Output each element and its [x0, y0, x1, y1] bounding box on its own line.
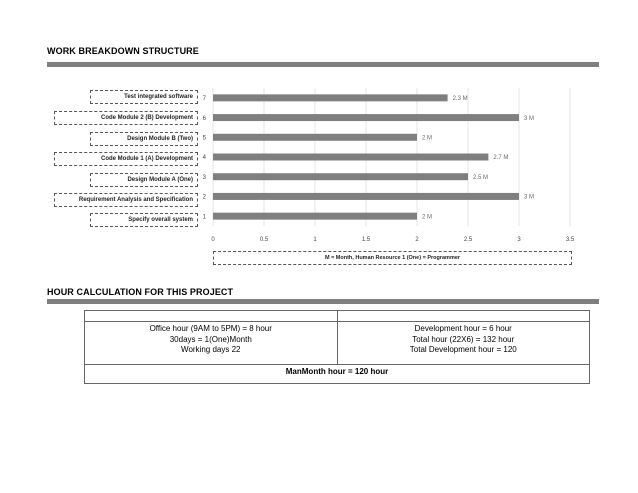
- x-tick-label: 0.5: [259, 237, 269, 243]
- data-label: 3 M: [524, 194, 535, 201]
- x-tick-label: 3.5: [565, 237, 575, 243]
- task-label-4: Code Module 1 (A) Development: [54, 152, 198, 166]
- x-tick-label: 1.5: [361, 237, 371, 243]
- data-label: 2 M: [422, 214, 433, 221]
- working-days-text: Working days 22: [181, 345, 241, 354]
- chart-note: M = Month, Human Resource 1 (One) = Programmer: [213, 251, 572, 265]
- table-header-row: [85, 311, 590, 322]
- x-tick-label: 1: [313, 237, 317, 243]
- x-tick-label: 2: [415, 237, 419, 243]
- x-tick-label: 0: [211, 237, 215, 243]
- section-divider: [47, 299, 599, 304]
- bar: [213, 154, 488, 161]
- bar: [213, 94, 448, 101]
- data-label: 3 M: [524, 115, 535, 122]
- y-tick-label: 7: [202, 96, 206, 103]
- hour-calculation-title: HOUR CALCULATION FOR THIS PROJECT: [47, 287, 234, 297]
- wbs-title: WORK BREAKDOWN STRUCTURE: [47, 46, 199, 56]
- total-hour-text: Total hour (22X6) = 132 hour: [412, 334, 515, 344]
- x-tick-label: 2.5: [463, 237, 473, 243]
- bar: [213, 193, 519, 200]
- data-label: 2 M: [422, 135, 433, 142]
- y-tick-label: 6: [202, 115, 206, 122]
- section-divider: [47, 62, 599, 67]
- bar: [213, 213, 417, 220]
- development-hour-text: Development hour = 6 hour: [414, 324, 512, 333]
- bar: [213, 114, 519, 121]
- table-cell: [85, 311, 338, 322]
- x-tick-label: 3: [517, 237, 521, 243]
- task-label-5: Design Module B (Two): [90, 132, 198, 146]
- data-label: 2.7 M: [493, 155, 509, 162]
- hour-calculation-table: [84, 310, 590, 384]
- y-tick-label: 2: [202, 194, 206, 201]
- task-label-7: Test integrated software: [90, 90, 198, 104]
- y-tick-label: 3: [202, 174, 206, 181]
- data-label: 2.5 M: [473, 174, 489, 181]
- office-hours-cell: [85, 322, 338, 365]
- bar: [213, 173, 468, 180]
- table-row: [85, 365, 590, 384]
- task-label-2: Requirement Analysis and Specification: [54, 193, 198, 207]
- task-label-1: Specify overall system: [90, 213, 198, 227]
- task-label-6: Code Module 2 (B) Development: [54, 111, 198, 125]
- wbs-bar-chart: [195, 88, 590, 248]
- table-row: [85, 322, 590, 365]
- y-tick-label: 5: [202, 135, 206, 142]
- development-hours-cell: [337, 322, 590, 365]
- data-label: 2.3 M: [452, 96, 468, 103]
- y-tick-label: 1: [202, 214, 206, 221]
- y-tick-label: 4: [202, 155, 206, 162]
- bar: [213, 134, 417, 141]
- office-hour-text: Office hour (9AM to 5PM) = 8 hour: [149, 324, 272, 333]
- manmonth-total: ManMonth hour = 120 hour: [85, 365, 590, 384]
- task-label-3: Design Module A (One): [90, 173, 198, 187]
- total-development-hour-text: Total Development hour = 120: [409, 345, 517, 354]
- table-cell: [337, 311, 590, 322]
- month-days-text: 30days = 1(One)Month: [169, 334, 252, 344]
